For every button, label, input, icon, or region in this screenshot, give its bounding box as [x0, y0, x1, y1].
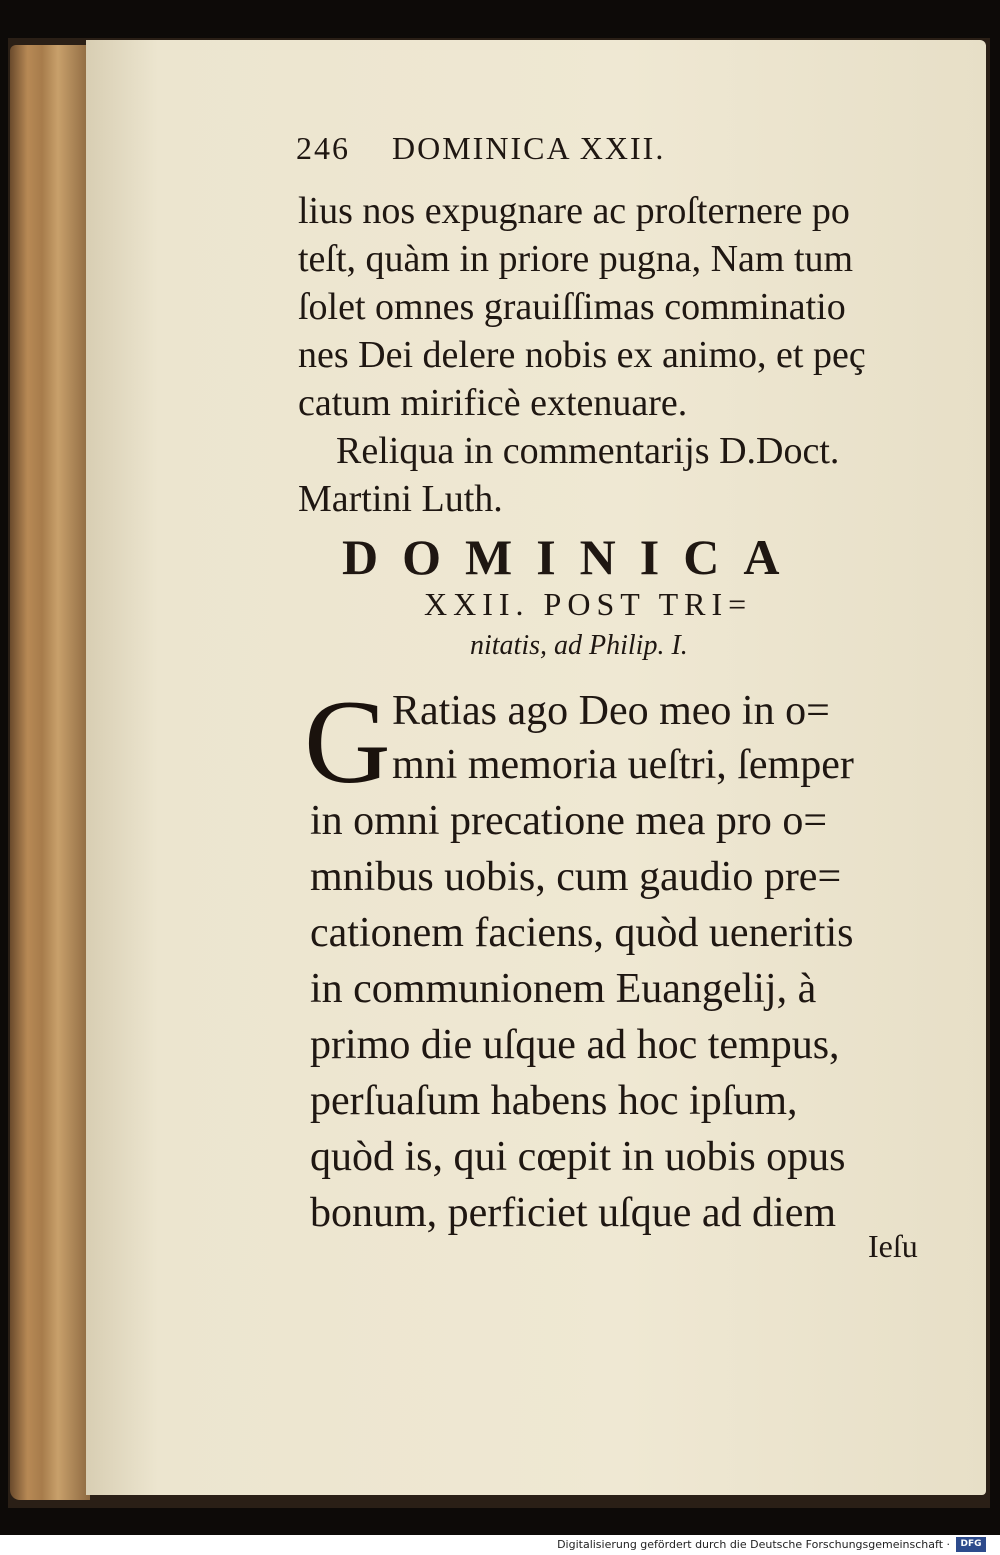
body-line: nes Dei delere nobis ex animo, et peç: [298, 334, 866, 376]
body-line: quòd is, qui cœpit in uobis opus: [310, 1134, 846, 1180]
body-line: bonum, perficiet uſque ad diem: [310, 1190, 837, 1236]
section-subtitle: XXII. POST TRI=: [424, 586, 753, 622]
body-line: perſuaſum habens hoc ipſum,: [310, 1078, 798, 1124]
body-line: teſt, quàm in priore pugna, Nam tum: [298, 238, 854, 280]
body-line: mni memoria ueſtri, ſemper: [392, 742, 854, 788]
dfg-logo: DFG: [956, 1537, 986, 1552]
body-line: mnibus uobis, cum gaudio pre=: [310, 854, 842, 900]
catchword: Ieſu: [868, 1228, 918, 1264]
running-head: [296, 132, 665, 164]
body-line: ſolet omnes grauiſſimas comminatio: [298, 286, 846, 328]
page-edges: [10, 45, 90, 1500]
initial-letter: G: [304, 675, 391, 808]
page-number: 246: [296, 130, 350, 166]
body-line: catum mirificè extenuare.: [298, 382, 688, 424]
body-line: Ratias ago Deo meo in o=: [392, 688, 830, 734]
footer-credit: Digitalisierung gefördert durch die Deutsche Forschungsgemeinschaft ·: [557, 1538, 950, 1551]
body-line: in omni precatione mea pro o=: [310, 798, 828, 844]
body-line: primo die uſque ad hoc tempus,: [310, 1022, 840, 1068]
reliqua-line: Martini Luth.: [298, 478, 503, 520]
body-line: in communionem Euangelij, à: [310, 966, 817, 1012]
section-subtitle-italic: nitatis, ad Philip. I.: [470, 630, 688, 661]
section-title: DOMINICA: [342, 529, 804, 585]
footer-bar: [0, 1535, 1000, 1555]
running-title: DOMINICA XXII.: [392, 130, 666, 166]
body-line: cationem faciens, quòd ueneritis: [310, 910, 854, 956]
reliqua-line: Reliqua in commentarijs D.Doct.: [336, 430, 840, 472]
body-line: lius nos expugnare ac proſternere po: [298, 190, 850, 232]
